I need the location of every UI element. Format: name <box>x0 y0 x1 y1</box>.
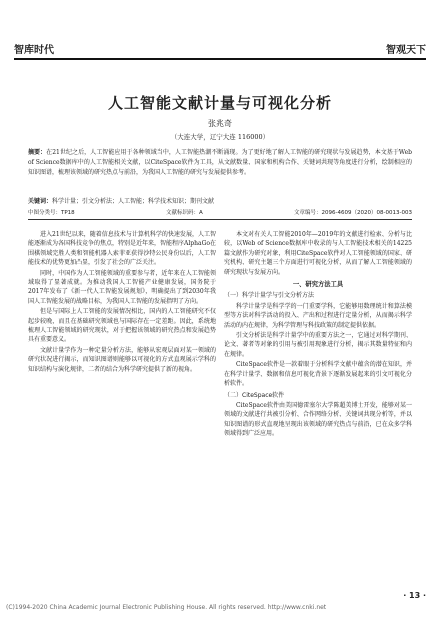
keywords-label: 关键词： <box>28 198 53 205</box>
meta-divider <box>28 219 412 220</box>
article-number: 文章编号：2096-4609（2020）08-0013-003 <box>294 210 412 216</box>
paragraph: 同时，中国作为人工智能领域的重要参与者，近年来在人工智能领域取得了显著成就。为推动我国人工智能产业健康发展，国务院于2017年发布了《新一代人工智能发展规划》，明确提出了到2030年我国人工智能发展的战略目标，为我国人工智能的发展指明了方向。 <box>28 269 216 305</box>
abstract <box>28 148 412 178</box>
paragraph: 但是与国际上人工智能的发展情况相比，国内的人工智能研究不仅起步较晚，而且在基础研究领域也与国际存在一定差距。因此，系统地梳理人工智能领域的研究现状，对于把握该领域的研究热点和发展趋势具有重要意义。 <box>28 308 216 344</box>
copyright-footer: (C)1994-2020 China Academic Journal Electronic Publishing House. All rights reserved. http://www.cnki.net <box>6 604 327 611</box>
section-heading: 一、研究方法工具 <box>292 281 344 289</box>
keywords <box>28 196 412 205</box>
article-author: 张兆奇 <box>208 119 232 128</box>
header-left: 智库时代 <box>14 45 54 56</box>
body-column-left <box>28 230 216 375</box>
author-affiliation: （大连大学，辽宁大连 116000） <box>170 133 270 141</box>
article-title: 人工智能文献计量与可视化分析 <box>107 94 332 112</box>
paragraph: CiteSpace软件由美国德雷塞尔大学陈超美博士开发，能够对某一领域的文献进行共被引分析、合作网络分析、关键词共现分析等，并以知识图谱的形式直观地呈现出该领域的研究热点与前沿，已在众多学科领域得到广泛应用。 <box>224 401 412 438</box>
abstract-text: 在21世纪之后，人工智能应用于各种领域当中，人工智能热潮不断涌现。为了更好地了解人工智能的研究现状与发展趋势，本文基于Web of Science数据库中的人工智能相关文献，以CiteSpace软件为工具，从文献数量、国家和机构合作、关键词共现等角度进行分析，绘制相应的知识图谱，梳理该领域的研究热点与前沿，为我国人工智能的研究与发展提供参考。 <box>28 149 412 176</box>
header-right: 智观天下 <box>386 45 426 56</box>
abstract-label: 摘要： <box>28 149 47 156</box>
doc-code: 文献标识码：A <box>165 210 203 216</box>
paragraph: 进入21世纪以来，随着信息技术与计算机科学的快速发展，人工智能逐渐成为各国科技竞争的焦点，特别是近年来，智能程序AlphaGo在围棋领域完胜人类和智能机器人索菲亚获得沙特公民身份以后，人工智能技术的优势更加凸显，引发了社会的广泛关注。 <box>28 231 216 267</box>
paragraph: CiteSpace软件是一款着眼于分析科学文献中蕴含的潜在知识，并在科学计量学、数据和信息可视化背景下逐渐发展起来的引文可视化分析软件。 <box>224 361 412 388</box>
paragraph: 科学计量学是科学学的一门重要学科，它能够用数理统计和算法模型等方法对科学活动的投入、产出和过程进行定量分析，从而揭示科学活动的内在规律，为科学管理与科技政策的制定提供依据。 <box>224 302 412 329</box>
page-number: · 13 · <box>403 591 426 600</box>
paragraph: 文献计量学作为一种定量分析方法，能够从宏观层面对某一领域的研究状况进行揭示，而知识图谱则能够以可视化的方式直观展示学科的知识结构与演化规律，二者的结合为科学研究提供了新的视角。 <box>28 346 216 373</box>
keywords-text: 科学计量；引文分析法；人工智能；科学技术知识；期刊文献 <box>52 198 215 205</box>
header-rule <box>14 58 426 60</box>
paragraph: 引文分析法是科学计量学中的重要方法之一，它通过对科学期刊、论文、著者等对象的引用与被引用现象进行分析，揭示其数量特征和内在规律。 <box>224 332 412 358</box>
body-column-right <box>224 230 412 440</box>
subsection-heading: （二）CiteSpace软件 <box>224 391 285 399</box>
journal-header <box>14 40 426 56</box>
subsection-heading: （一）科学计量学与引文分析方法 <box>224 292 315 300</box>
intro-paragraph: 本文对有关人工智能2010年—2019年的文献进行检索、分析与比较，以Web of Science数据库中收录的与人工智能技术相关的14225篇文献作为研究对象，利用CiteSpace软件对人工智能领域的国家、研究机构、研究主题三个方面进行可视化分析，从而了解人工智能领域的研究现状与发展方向。 <box>224 231 412 276</box>
clc-number: 中图分类号：TP18 <box>28 210 75 216</box>
article-meta <box>28 208 412 216</box>
